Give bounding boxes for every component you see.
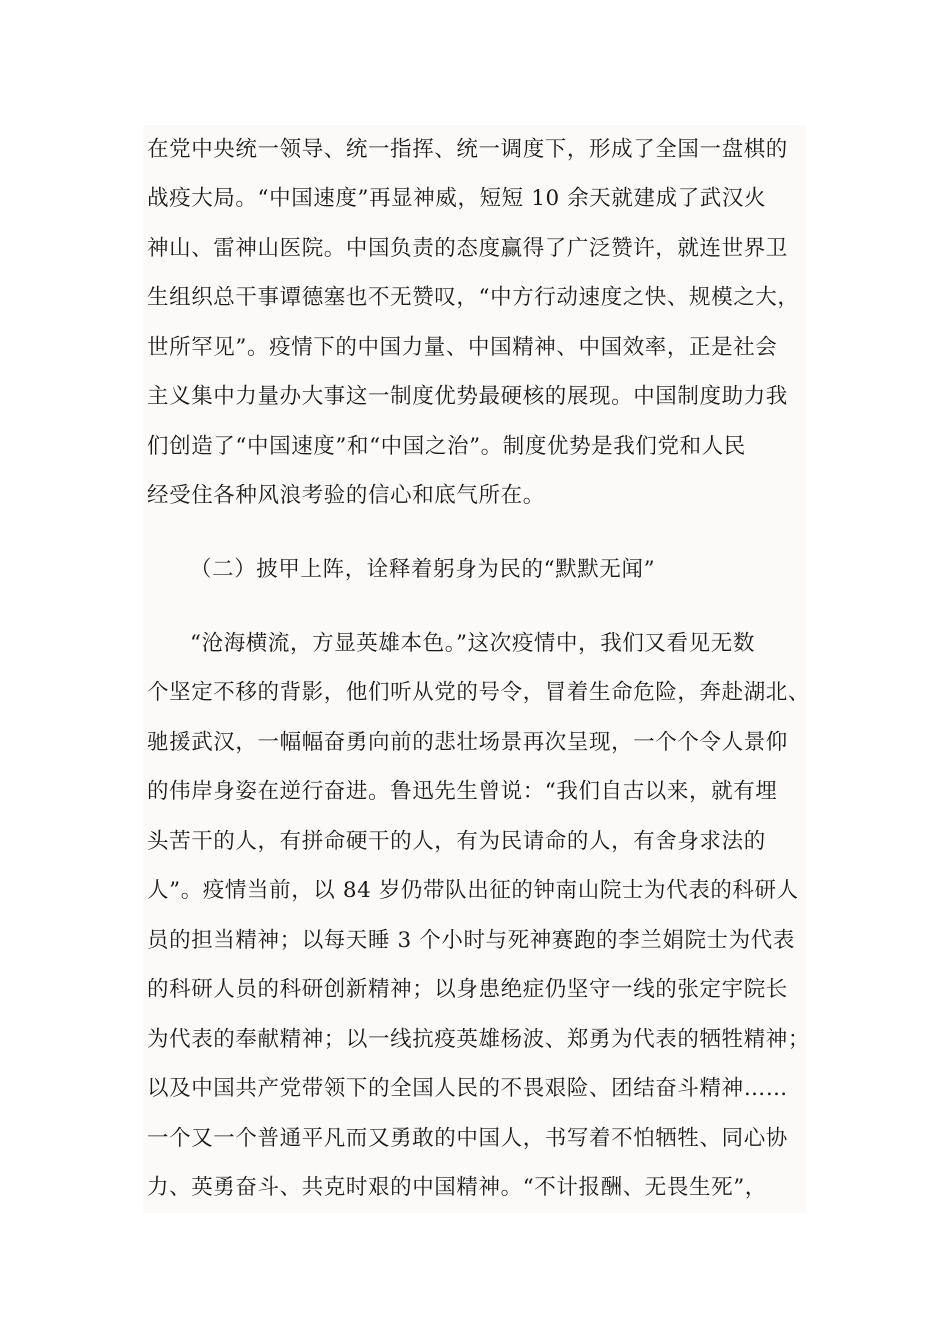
text-line: 头苦干的人，有拼命硬干的人，有为民请命的人，有舍身求法的 — [147, 829, 766, 854]
text-line: 的伟岸身姿在逆行奋进。鲁迅先生曾说：“我们自古以来，就有埋 — [147, 779, 778, 804]
text-line: 世所罕见”。疫情下的中国力量、中国精神、中国效率，正是社会 — [147, 335, 778, 360]
section-heading: （二）披甲上阵，诠释着躬身为民的“默默无闻” — [190, 557, 656, 582]
text-line: 神山、雷神山医院。中国负责的态度赢得了广泛赞许，就连世界卫 — [147, 236, 788, 261]
text-line: 一个又一个普通平凡而又勇敢的中国人，书写着不怕牺牲、同心协 — [147, 1126, 788, 1151]
text-line: 们创造了“中国速度”和“中国之治”。制度优势是我们党和人民 — [147, 434, 746, 459]
text-line: 个坚定不移的背影，他们听从党的号令，冒着生命危险，奔赴湖北、 — [147, 680, 811, 705]
text-line: 驰援武汉，一幅幅奋勇向前的悲壮场景再次呈现，一个个令人景仰 — [147, 730, 788, 755]
text-line: 力、英勇奋斗、共克时艰的中国精神。“不计报酬、无畏生死”， — [147, 1175, 767, 1200]
text-line: 主义集中力量办大事这一制度优势最硬核的展现。中国制度助力我 — [147, 384, 788, 409]
text-line: 经受住各种风浪考验的信心和底气所在。 — [147, 483, 545, 508]
text-line: 生组织总干事谭德塞也不无赞叹，“中方行动速度之快、规模之大， — [147, 285, 800, 310]
text-line: 的科研人员的科研创新精神；以身患绝症仍坚守一线的张定宇院长 — [147, 977, 788, 1002]
text-line: “沧海横流，方显英雄本色。”这次疫情中，我们又看见无数 — [190, 631, 755, 656]
text-line: 员的担当精神；以每天睡 3 个小时与死神赛跑的李兰娟院士为代表 — [147, 928, 795, 953]
text-line: 人”。疫情当前，以 84 岁仍带队出征的钟南山院士为代表的科研人 — [147, 878, 799, 903]
text-line: 为代表的奉献精神；以一线抗疫英雄杨波、郑勇为代表的牺牲精神； — [147, 1027, 811, 1052]
text-line: 在党中央统一领导、统一指挥、统一调度下，形成了全国一盘棋的 — [147, 137, 788, 162]
text-line: 战疫大局。“中国速度”再显神威，短短 10 余天就建成了武汉火 — [147, 186, 767, 211]
text-line: 以及中国共产党带领下的全国人民的不畏艰险、团结奋斗精神…… — [147, 1076, 788, 1101]
